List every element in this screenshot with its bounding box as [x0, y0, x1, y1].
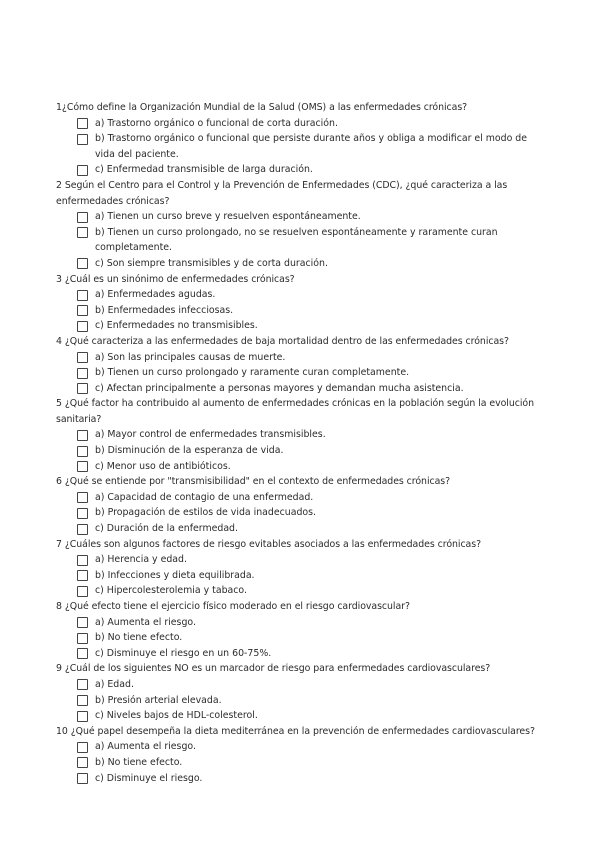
option-c[interactable] [77, 318, 540, 334]
question-7 [56, 537, 540, 599]
question-text: 4 ¿Qué caracteriza a las enfermedades de baja mortalidad dentro de las enfermedades crónicas? [56, 335, 509, 347]
checkbox[interactable] [77, 290, 88, 301]
option-c[interactable] [77, 459, 540, 475]
question-text: 5 ¿Qué factor ha contribuido al aumento de enfermedades crónicas en la población según la evolución sanitaria? [56, 398, 534, 425]
option-b[interactable] [77, 443, 540, 459]
option-label: b) Infecciones y dieta equilibrada. [95, 569, 255, 581]
option-c[interactable] [77, 521, 540, 537]
option-label: c) Hipercolesterolemia y tabaco. [95, 585, 247, 597]
option-b[interactable] [77, 755, 540, 771]
option-label: c) Afectan principalmente a personas mayores y demandan mucha asistencia. [95, 382, 464, 394]
option-label: b) No tiene efecto. [95, 756, 183, 768]
option-c[interactable] [77, 381, 540, 397]
option-label: b) No tiene efecto. [95, 632, 183, 644]
option-label: a) Aumenta el riesgo. [95, 741, 196, 753]
checkbox[interactable] [77, 430, 88, 441]
option-label: c) Disminuye el riesgo en un 60-75%. [95, 647, 272, 659]
question-text: 1¿Cómo define la Organización Mundial de la Salud (OMS) a las enfermedades crónicas? [56, 102, 468, 113]
option-label: c) Enfermedad transmisible de larga duración. [95, 164, 313, 176]
option-label: a) Aumenta el riesgo. [95, 616, 196, 628]
option-a[interactable] [77, 209, 540, 225]
question-text: 7 ¿Cuáles son algunos factores de riesgo evitables asociados a las enfermedades crónicas? [56, 538, 482, 550]
checkbox[interactable] [77, 212, 88, 223]
checkbox[interactable] [77, 227, 88, 238]
option-a[interactable] [77, 615, 540, 631]
question-2 [56, 178, 540, 272]
option-label: c) Niveles bajos de HDL-colesterol. [95, 710, 258, 722]
checkbox[interactable] [77, 570, 88, 581]
checkbox[interactable] [77, 555, 88, 566]
option-label: a) Capacidad de contagio de una enfermedad. [95, 491, 314, 503]
checkbox[interactable] [77, 321, 88, 332]
option-a[interactable] [77, 350, 540, 366]
question-text: 6 ¿Qué se entiende por "transmisibilidad" en el contexto de enfermedades crónicas? [56, 476, 451, 488]
option-b[interactable] [77, 505, 540, 521]
checkbox[interactable] [77, 492, 88, 503]
question-1 [56, 100, 540, 178]
question-10 [56, 724, 540, 786]
option-c[interactable] [77, 256, 540, 272]
option-b[interactable] [77, 568, 540, 584]
option-label: a) Enfermedades agudas. [95, 289, 216, 301]
option-b[interactable] [77, 303, 540, 319]
quiz-document [56, 100, 540, 786]
option-label: c) Son siempre transmisibles y de corta duración. [95, 257, 328, 269]
checkbox[interactable] [77, 757, 88, 768]
option-b[interactable] [77, 131, 540, 162]
question-text: 10 ¿Qué papel desempeña la dieta mediterránea en la prevención de enfermedades cardiovasculares? [56, 725, 535, 737]
question-5 [56, 396, 540, 474]
option-c[interactable] [77, 708, 540, 724]
option-b[interactable] [77, 693, 540, 709]
checkbox[interactable] [77, 695, 88, 706]
question-text: 2 Según el Centro para el Control y la Prevención de Enfermedades (CDC), ¿qué caracteriza a las enfermedades crónicas? [56, 179, 508, 207]
checkbox[interactable] [77, 461, 88, 472]
option-a[interactable] [77, 490, 540, 506]
option-label: c) Enfermedades no transmisibles. [95, 320, 258, 332]
checkbox[interactable] [77, 679, 88, 690]
option-c[interactable] [77, 771, 540, 787]
question-9 [56, 661, 540, 723]
option-a[interactable] [77, 739, 540, 755]
question-3 [56, 272, 540, 334]
checkbox[interactable] [77, 134, 88, 145]
checkbox[interactable] [77, 383, 88, 394]
option-label: c) Menor uso de antibióticos. [95, 460, 231, 472]
question-text: 8 ¿Qué efecto tiene el ejercicio físico moderado en el riesgo cardiovascular? [56, 601, 410, 612]
option-label: c) Duración de la enfermedad. [95, 523, 238, 535]
option-b[interactable] [77, 225, 540, 256]
checkbox[interactable] [77, 742, 88, 753]
option-a[interactable] [77, 677, 540, 693]
option-a[interactable] [77, 552, 540, 568]
option-label: b) Tienen un curso prolongado y raramente curan completamente. [95, 367, 410, 379]
option-label: a) Edad. [95, 678, 134, 690]
checkbox[interactable] [77, 258, 88, 269]
question-text: 9 ¿Cuál de los siguientes NO es un marcador de riesgo para enfermedades cardiovasculares? [56, 663, 491, 675]
checkbox[interactable] [77, 648, 88, 659]
option-label: a) Tienen un curso breve y resuelven espontáneamente. [95, 211, 361, 223]
question-6 [56, 474, 540, 536]
checkbox[interactable] [77, 165, 88, 176]
option-c[interactable] [77, 583, 540, 599]
option-b[interactable] [77, 365, 540, 381]
checkbox[interactable] [77, 617, 88, 628]
question-8 [56, 599, 540, 661]
checkbox[interactable] [77, 368, 88, 379]
option-label: b) Enfermedades infecciosas. [95, 304, 234, 316]
option-a[interactable] [77, 287, 540, 303]
option-label: b) Propagación de estilos de vida inadecuados. [95, 507, 317, 519]
option-label: b) Trastorno orgánico o funcional que persiste durante años y obliga a modificar el modo de vida del paciente. [95, 133, 528, 160]
option-label: c) Disminuye el riesgo. [95, 772, 203, 784]
option-label: b) Presión arterial elevada. [95, 694, 222, 706]
checkbox[interactable] [77, 508, 88, 519]
option-b[interactable] [77, 630, 540, 646]
checkbox[interactable] [77, 305, 88, 316]
checkbox[interactable] [77, 446, 88, 457]
question-text: 3 ¿Cuál es un sinónimo de enfermedades crónicas? [56, 273, 295, 285]
option-a[interactable] [77, 116, 540, 132]
option-label: a) Herencia y edad. [95, 554, 187, 566]
question-4 [56, 334, 540, 396]
checkbox[interactable] [77, 711, 88, 722]
option-a[interactable] [77, 427, 540, 443]
checkbox[interactable] [77, 524, 88, 535]
checkbox[interactable] [77, 118, 88, 129]
checkbox[interactable] [77, 352, 88, 363]
option-label: a) Trastorno orgánico o funcional de corta duración. [95, 117, 338, 129]
checkbox[interactable] [77, 586, 88, 597]
option-label: b) Disminución de la esperanza de vida. [95, 445, 284, 457]
checkbox[interactable] [77, 633, 88, 644]
checkbox[interactable] [77, 773, 88, 784]
option-c[interactable] [77, 162, 540, 178]
option-c[interactable] [77, 646, 540, 662]
option-label: a) Son las principales causas de muerte. [95, 351, 286, 363]
option-label: b) Tienen un curso prolongado, no se resuelven espontáneamente y raramente curan completamente. [95, 226, 498, 254]
option-label: a) Mayor control de enfermedades transmisibles. [95, 429, 326, 441]
